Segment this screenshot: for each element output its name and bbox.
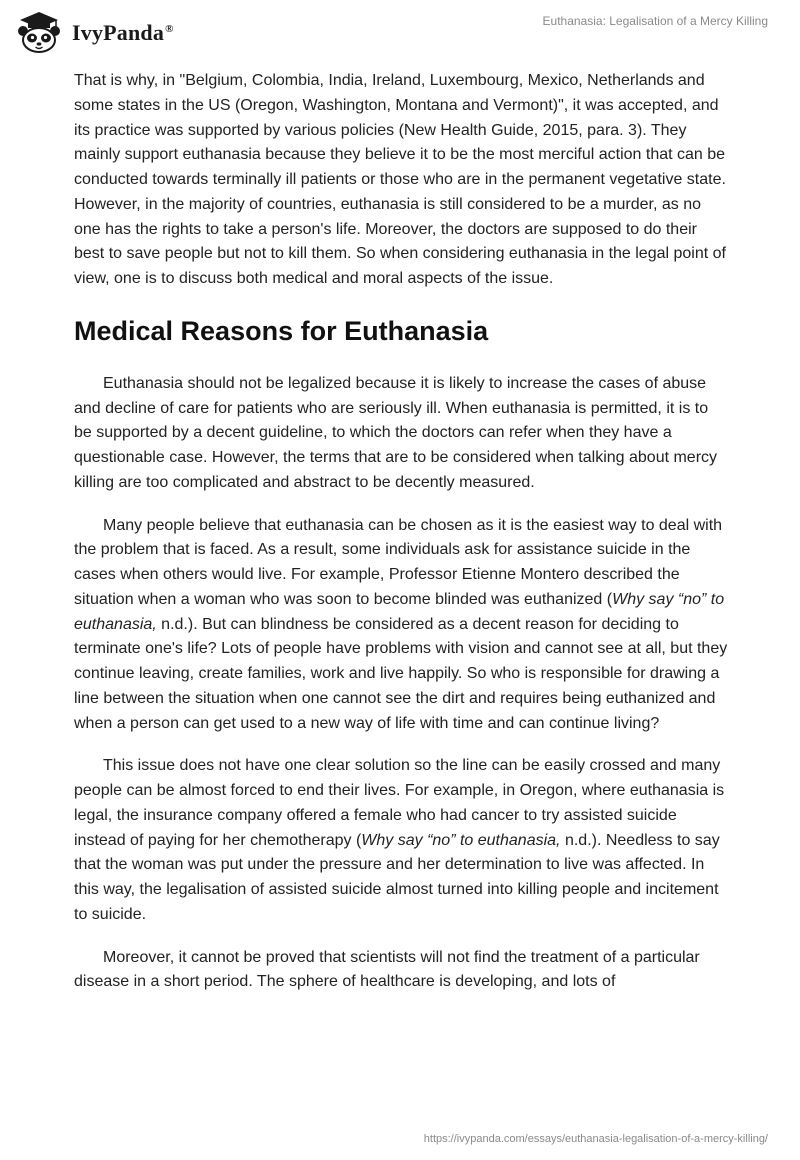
intro-paragraph: That is why, in "Belgium, Colombia, India, Ireland, Luxembourg, Mexico, Netherlands and some states in the US (Oregon, Washington, Montana and Vermont)", it was accepted, and its practice was supported by various policies (New Health Guide, 2015, para. 3). They mainly support euthanasia because they believe it to be the most merciful action that can be conducted towards terminally ill patients or those who are in the permanent vegetative state. However, in the majority of countries, euthanasia is still considered to be a murder, as no one has the rights to take a person's life. Moreover, the doctors are supposed to do their best to save people but not to kill them. So when considering euthanasia in the legal point of view, one is to discuss both medical and moral aspects of the issue.: [74, 72, 726, 287]
ivypanda-logo[interactable]: [12, 10, 174, 54]
panda-graduate-icon: [12, 10, 66, 54]
citation-title: Why say “no” to euthanasia,: [361, 831, 561, 849]
body-paragraph-4: Moreover, it cannot be proved that scientists will not find the treatment of a particular disease in a short period. The sphere of healthcare is developing, and lots of: [74, 948, 700, 991]
body-paragraph-3: [74, 754, 728, 927]
section-heading: Medical Reasons for Euthanasia: [74, 315, 489, 346]
registered-mark: ®: [165, 22, 174, 35]
body-paragraph-1: Euthanasia should not be legalized because it is likely to increase the cases of abuse and decline of care for patients who are seriously ill. When euthanasia is permitted, it is to be supported by a decent guideline, to which the doctors can refer when they have a questionable case. However, the terms that are to be considered when talking about mercy killing are too complicated and abstract to be decently measured.: [74, 374, 718, 491]
paragraph-text: n.d.). But can blindness be considered as a decent reason for deciding to terminate one's life? Lots of people have problems with vision and cannot see at all, but they continue leaving, create families, work and live happily. So who is responsible for drawing a line between the situation when one cannot see the dirt and requires being euthanized and when a person can get used to a new way of life with time and can continue living?: [74, 615, 728, 732]
brand-name: IvyPanda®: [72, 20, 174, 45]
essay-content: [74, 69, 728, 1013]
citation-title: Why say “no” to euthanasia,: [74, 590, 725, 633]
paragraph-text: Many people believe that euthanasia can be chosen as it is the easiest way to deal with the problem that is faced. As a result, some individuals ask for assistance suicide in the cases when others would live. For example, Professor Etienne Montero described the situation when a woman who was soon to become blinded was euthanized (: [74, 516, 723, 608]
paragraph-text: This issue does not have one clear solution so the line can be easily crossed and many people can be almost forced to end their lives. For example, in Oregon, where euthanasia is legal, the insurance company offered a female who had cancer to try assisted suicide instead of paying for her chemotherapy (: [74, 757, 725, 849]
source-url[interactable]: https://ivypanda.com/essays/euthanasia-legalisation-of-a-mercy-killing/: [423, 1133, 768, 1145]
paragraph-text: n.d.). Needless to say that the woman was put under the pressure and her determination to live was affected. In this way, the legalisation of assisted suicide almost turned into killing people and incitement to suicide.: [74, 831, 720, 923]
page-header: [0, 0, 800, 64]
document-title: Euthanasia: Legalisation of a Mercy Killing: [542, 14, 768, 28]
body-paragraph-2: [74, 514, 728, 737]
